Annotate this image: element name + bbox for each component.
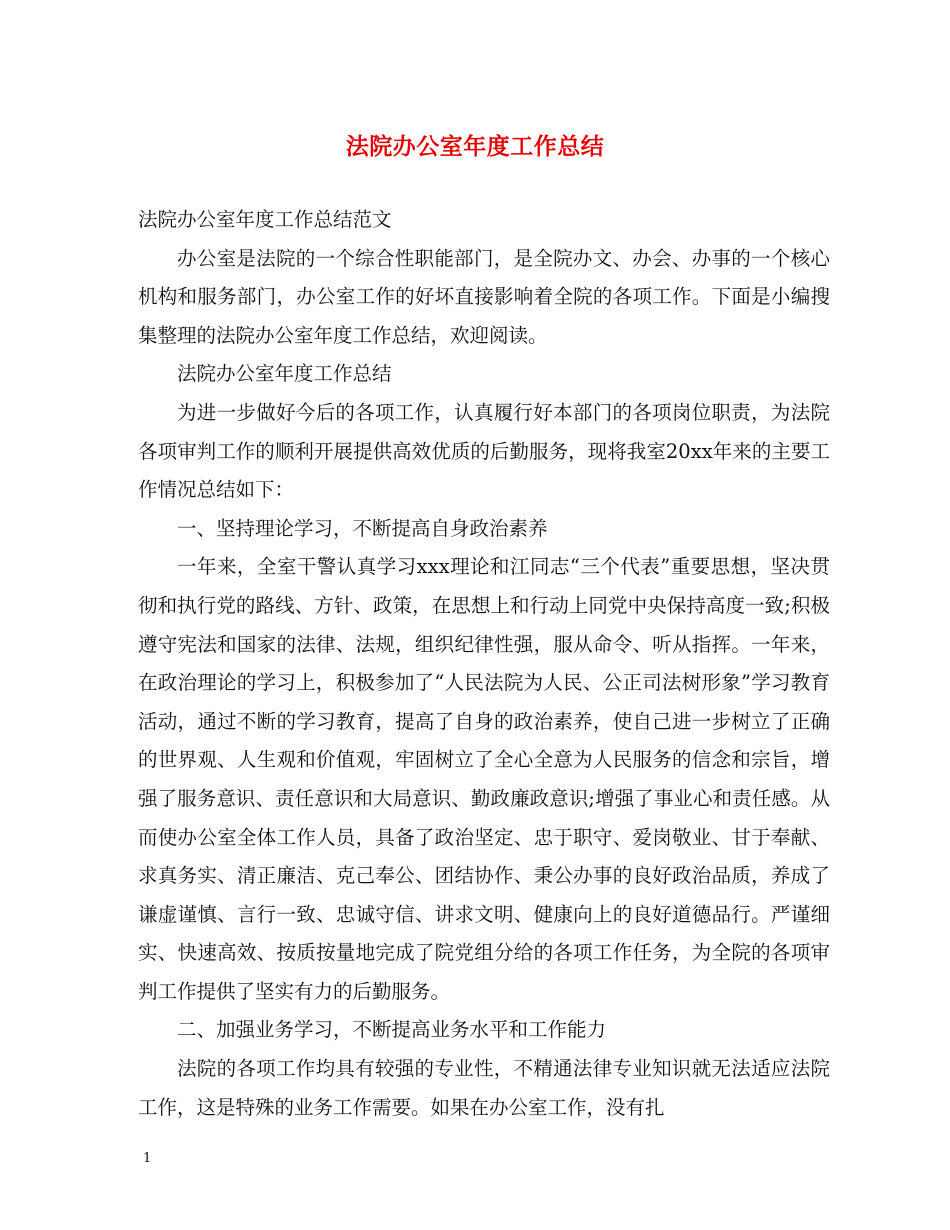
- document-title: 法院办公室年度工作总结: [345, 133, 605, 160]
- page-number: 1: [143, 1151, 152, 1166]
- paragraph-subtitle: 法院办公室年度工作总结范文: [138, 208, 392, 231]
- paragraph-heading: 法院办公室年度工作总结: [177, 362, 392, 386]
- section-heading-1: 一、坚持理论学习，不断提高自身政治素养: [177, 516, 548, 540]
- paragraph-overview: 为进一步做好今后的各项工作，认真履行好本部门的各项岗位职责，为法院各项审判工作的顺利开展提供高效优质的后勤服务，现将我室20xx年来的主要工作情况总结如下：: [138, 400, 830, 502]
- paragraph-section-1: 一年来，全室干警认真学习xxx理论和江同志“三个代表”重要思想，坚决贯彻和执行党的路线、方针、政策，在思想上和行动上同党中央保持高度一致;积极遵守宪法和国家的法律、法规，组织纪律性强，服从命令、听从指挥。一年来，在政治理论的学习上，积极参加了“人民法院为人民、公正司法树形象”学习教育活动，通过不断的学习教育，提高了自身的政治素养，使自己进一步树立了正确的世界观、人生观和价值观，牢固树立了全心全意为人民服务的信念和宗旨，增强了服务意识、责任意识和大局意识、勤政廉政意识;增强了事业心和责任感。从而使办公室全体工作人员，具备了政治坚定、忠于职守、爱岗敬业、甘于奉献、求真务实、清正廉洁、克己奉公、团结协作、秉公办事的良好政治品质，养成了谦虚谨慎、言行一致、忠诚守信、讲求文明、健康向上的良好道德品行。严谨细实、快速高效、按质按量地完成了院党组分给的各项工作任务，为全院的各项审判工作提供了坚实有力的后勤服务。: [138, 555, 830, 1003]
- section-heading-2: 二、加强业务学习，不断提高业务水平和工作能力: [177, 1018, 607, 1042]
- paragraph-section-2: 法院的各项工作均具有较强的专业性，不精通法律专业知识就无法适应法院工作，这是特殊的业务工作需要。如果在办公室工作，没有扎: [138, 1057, 830, 1119]
- paragraph-intro: 办公室是法院的一个综合性职能部门，是全院办文、办会、办事的一个核心机构和服务部门，办公室工作的好坏直接影响着全院的各项工作。下面是小编搜集整理的法院办公室年度工作总结，欢迎阅读。: [138, 246, 830, 347]
- document-body: [138, 201, 830, 1127]
